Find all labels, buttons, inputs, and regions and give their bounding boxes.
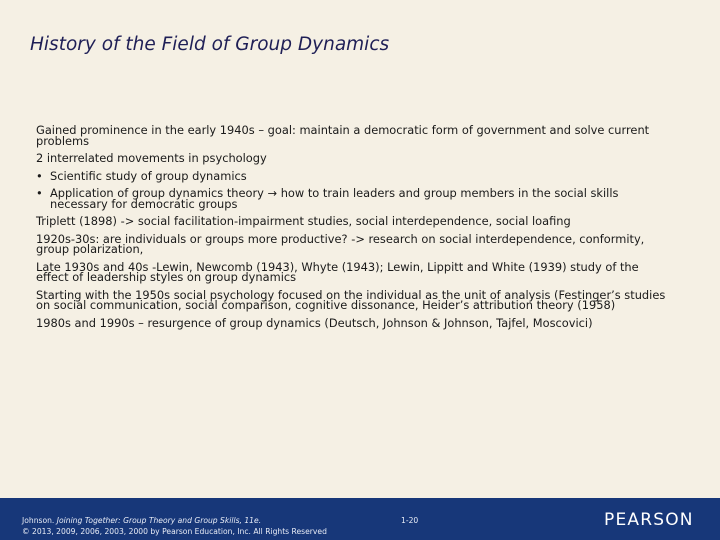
paragraph-7: 1980s and 1990s – resurgence of group dynamics (Deutsch, Johnson & Johnson, Tajfel, Moscovici) bbox=[36, 315, 593, 330]
paragraph-6: Starting with the 1950s social psychology focused on the individual as the unit of analysis (Festinger’s studies on social communication, social comparison, cognitive dissonance, Heider’s attribution theory (1958) bbox=[36, 287, 666, 312]
footer-bar bbox=[0, 498, 720, 540]
citation-book-title: Joining Together: Group Theory and Group Skills, 11e. bbox=[56, 516, 262, 525]
paragraph-5: Late 1930s and 40s -Lewin, Newcomb (1943), Whyte (1943); Lewin, Lippitt and White (1939) study of the effect of leadership styles on group dynamics bbox=[36, 259, 639, 284]
slide-title: History of the Field of Group Dynamics bbox=[30, 34, 390, 55]
paragraph-2: 2 interrelated movements in psychology bbox=[36, 151, 267, 165]
page-number: 1-20 bbox=[401, 516, 419, 525]
bullet-item-text: Scientific study of group dynamics bbox=[50, 168, 247, 183]
paragraph-1: Gained prominence in the early 1940s – goal: maintain a democratic form of government and solve current problems bbox=[36, 123, 650, 148]
paragraph-4: 1920s-30s: are individuals or groups more productive? -> research on social interdependence, conformity, group polarization, bbox=[36, 231, 645, 256]
pearson-logo: PEARSON bbox=[604, 510, 694, 530]
footer-citation bbox=[22, 516, 327, 537]
bullet-item-text: Application of group dynamics theory → how to train leaders and group members in the social skills necessary for democratic groups bbox=[50, 186, 619, 211]
bullet-icon: • bbox=[36, 186, 43, 200]
paragraph-3: Triplett (1898) -> social facilitation-impairment studies, social interdependence, social loafing bbox=[36, 214, 571, 228]
bullet-item-2 bbox=[36, 188, 666, 209]
slide-body bbox=[36, 125, 666, 335]
copyright-notice: © 2013, 2009, 2006, 2003, 2000 by Pearson Education, Inc. All Rights Reserved bbox=[22, 526, 327, 536]
citation-author: Johnson. bbox=[22, 516, 55, 525]
citation-line-1 bbox=[22, 516, 327, 527]
bullet-icon: • bbox=[36, 168, 43, 183]
bullet-item-1 bbox=[36, 168, 666, 183]
